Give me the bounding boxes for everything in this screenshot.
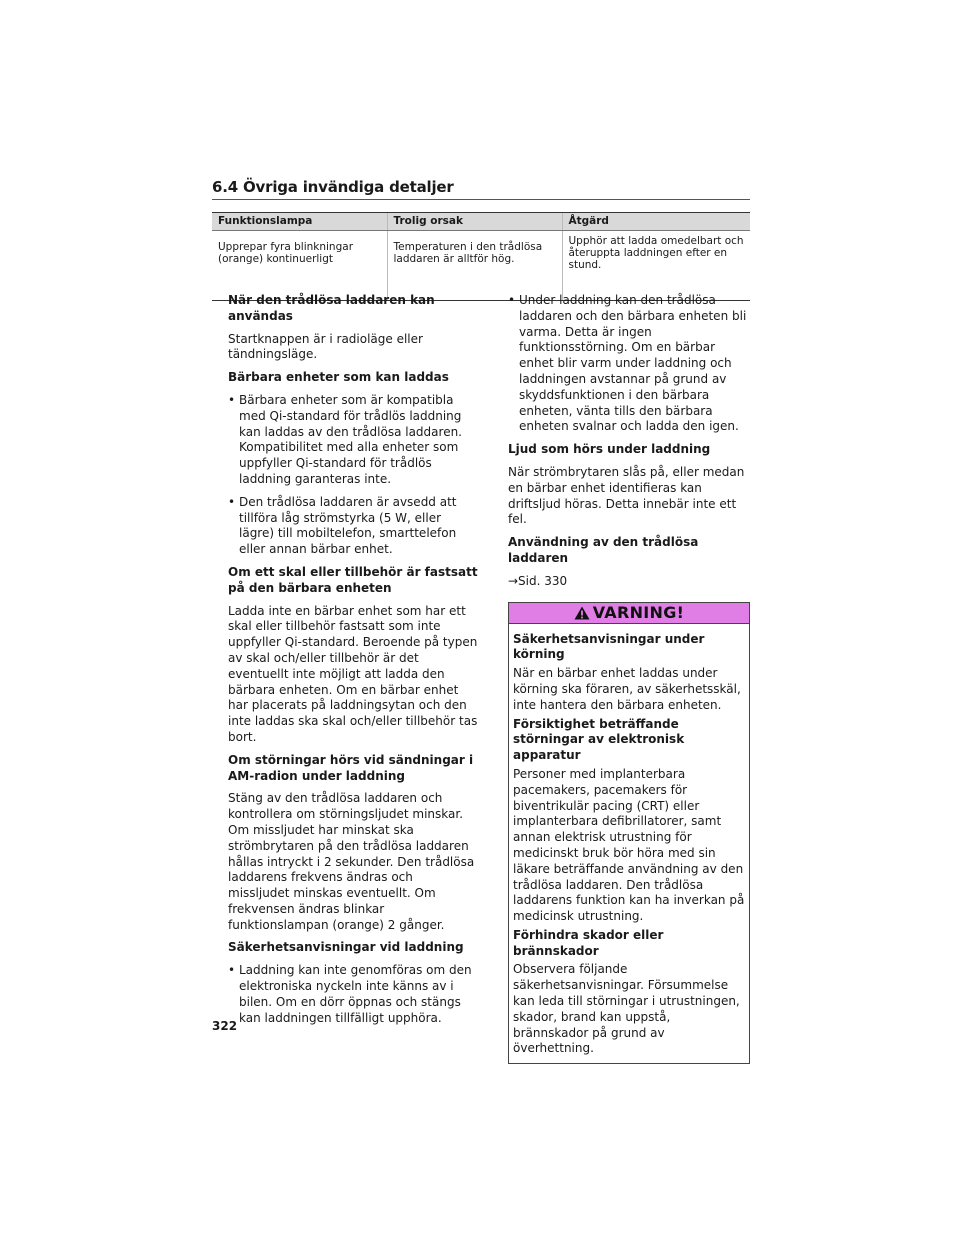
warning-paragraph: När en bärbar enhet laddas under körning ska föraren, av säkerhetsskäl, inte hantera den bärbara enheten. (513, 666, 741, 712)
heading: Säkerhetsanvisningar vid laddning (228, 940, 464, 955)
table-cell: Temperaturen i den trådlösa laddaren är alltför hög. (387, 231, 562, 301)
bullet-item: • Under laddning kan den trådlösa laddaren och den bärbara enheten bli varma. Detta är ingen funktionsstörning. Om en bärbar enhet blir varm under laddning och laddningen avstannar på grund av skyddsfunktionen i den bärbara enheten, vänta tills den bärbara enheten svalnar och ladda den igen. (508, 293, 750, 435)
table-header-row (212, 213, 750, 231)
warning-paragraph: Personer med implanterbara pacemakers, pacemakers för biventrikulär pacing (CRT) eller implanterbara defibrillatorer, samt annan elektrisk utrustning för medicinskt bruk bör höra med sin läkare beträffande användning av den trådlösa laddaren. Den trådlösa laddarens funktion kan ha inverkan på medicinsk utrustning. (513, 766, 745, 924)
table-cell: Upphör att ladda omedelbart och återuppta laddningen efter en stund. (562, 231, 750, 301)
table-row (212, 231, 750, 301)
heading: Bärbara enheter som kan laddas (228, 370, 449, 385)
section-title: 6.4 Övriga invändiga detaljer (212, 178, 454, 196)
warning-header (509, 603, 749, 624)
heading: Ljud som hörs under laddning (508, 442, 711, 457)
paragraph: Ladda inte en bärbar enhet som har ett skal eller tillbehör fastsatt som inte uppfyller Qi-standard. Beroende på typen av skal och/eller tillbehör är det eventuellt inte möjligt att ladda den bärbara enheten. Om en bärbar enhet har placerats på laddningsytan och den inte laddas ska skal och/eller tillbehör tas bort. (228, 603, 478, 744)
section-divider (212, 199, 750, 200)
warning-box (508, 602, 750, 1065)
table-cell: Upprepar fyra blinkningar (orange) kontinuerligt (212, 231, 387, 301)
heading: Om ett skal eller tillbehör är fastsatt på den bärbara enheten (228, 564, 478, 595)
warning-heading: Förhindra skador eller brännskador (513, 927, 664, 958)
left-column (228, 293, 478, 1033)
table-header-cell: Trolig orsak (387, 213, 562, 231)
table-header-cell: Åtgärd (562, 213, 750, 231)
bullet-item: • Laddning kan inte genomföras om den elektroniska nyckeln inte känns av i bilen. Om en dörr öppnas och stängs kan laddningen tillfälligt upphöra. (228, 963, 478, 1026)
warning-body (509, 624, 749, 1058)
right-column (508, 293, 750, 1064)
bullet-item: • Den trådlösa laddaren är avsedd att tillföra låg strömstyrka (5 W, eller lägre) till mobiltelefon, smarttelefon eller annan bärbar enhet. (228, 495, 478, 558)
page-reference-link[interactable]: →Sid. 330 (508, 573, 568, 588)
warning-heading: Säkerhetsanvisningar under körning (513, 631, 705, 662)
warning-paragraph: Observera följande säkerhetsanvisningar. Försummelse kan leda till störningar i utrustningen, skador, brand kan uppstå, brännskador på grund av överhettning. (513, 962, 740, 1056)
bullet-item: • Bärbara enheter som är kompatibla med Qi-standard för trådlös laddning kan laddas av den trådlösa laddaren. Kompatibilitet med alla enheter som uppfyller Qi-standard för trådlös laddning garanteras inte. (228, 393, 478, 488)
heading: Om störningar hörs vid sändningar i AM-radion under laddning (228, 752, 474, 783)
page-number: 322 (212, 1019, 238, 1033)
indicator-table (212, 212, 750, 301)
heading: När den trådlösa laddaren kan användas (228, 293, 435, 323)
table-header-cell: Funktionslampa (212, 213, 387, 231)
heading: Användning av den trådlösa laddaren (508, 535, 699, 565)
paragraph: Stäng av den trådlösa laddaren och kontrollera om störningsljudet minskar. Om missljudet har minskat ska strömbrytaren på den trådlösa laddaren hållas intryckt i 2 sekunder. Den trådlösa laddarens frekvens ändras och missljudet minskas eventuellt. Om frekvensen ändras blinkar funktionslampan (orange) 2 gånger. (228, 791, 475, 932)
paragraph: När strömbrytaren slås på, eller medan en bärbar enhet identifieras kan driftsljud höras. Detta innebär inte ett fel. (508, 464, 745, 527)
paragraph: Startknappen är i radioläge eller tändningsläge. (228, 331, 423, 362)
warning-heading: Försiktighet beträffande störningar av elektronisk apparatur (513, 716, 685, 763)
warning-title: VARNING! (592, 602, 685, 622)
warning-triangle-icon (574, 606, 590, 620)
